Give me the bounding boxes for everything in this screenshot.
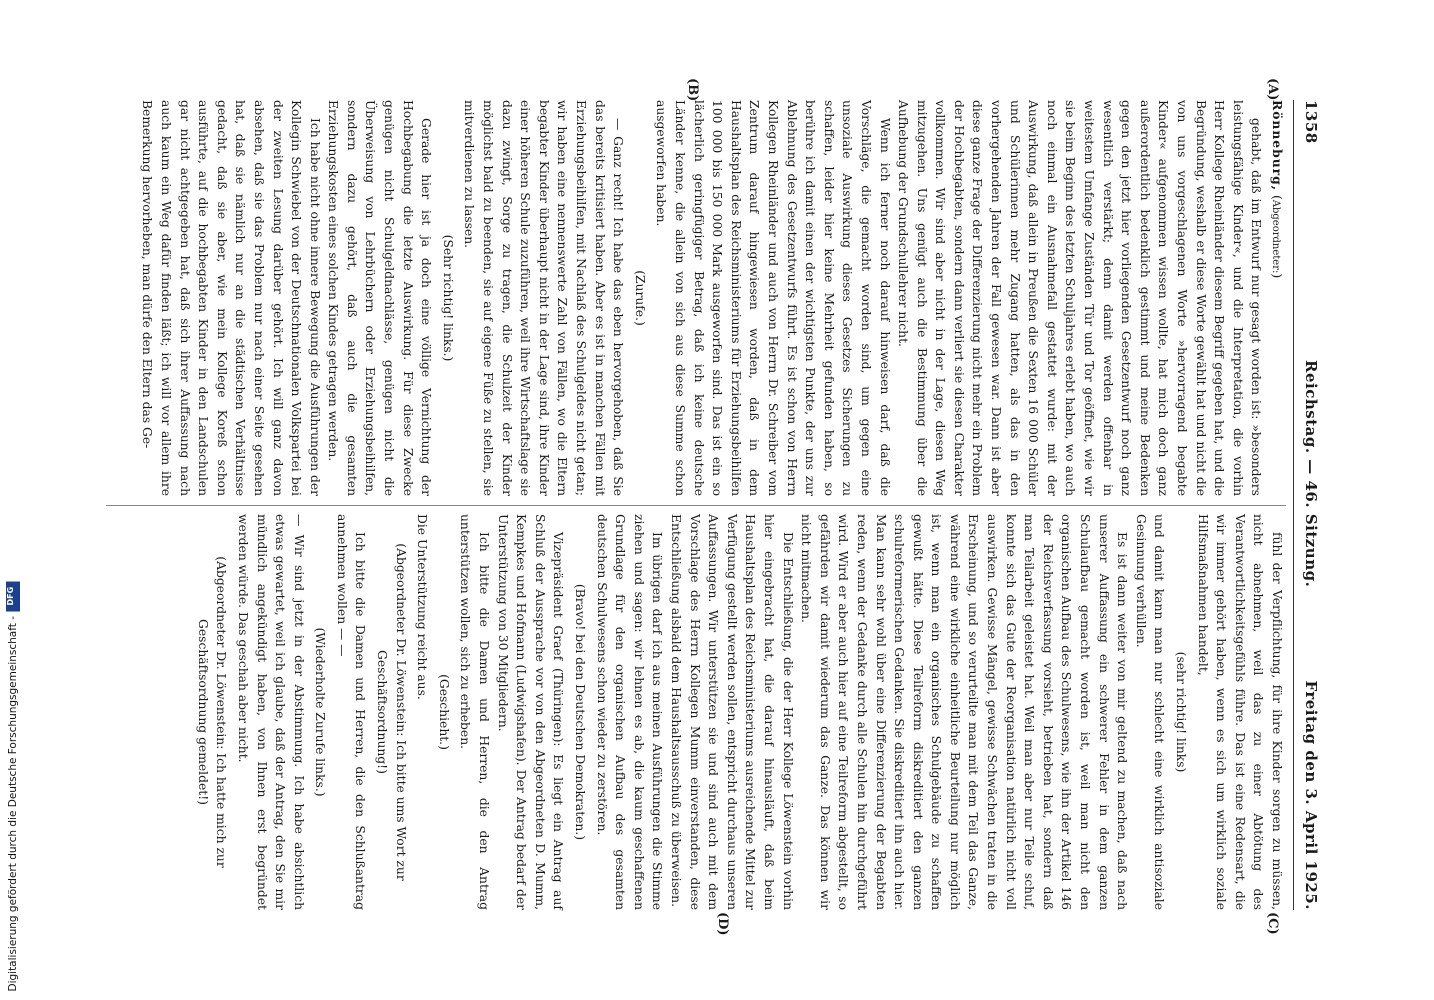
paragraph: Ich bitte die Damen und Herren, die den Antrag unterstützen wollen, sich zu erheben. <box>458 514 492 910</box>
credit-text: Digitalisierung gefördert durch die Deutsche Forschungsgemeinschaft - <box>7 616 19 992</box>
paragraph: Die Unterstützung reicht aus. <box>415 514 430 700</box>
margin-marker-c: (C) <box>1265 912 1280 935</box>
interjection: (Abgeordneter Dr. Löwenstein: Ich hatte mich zur Geschäftsordnung gemeldet!) <box>195 556 229 868</box>
interjection: (Abgeordneter Dr. Löwenstein: Ich bitte ums Wort zur Geschäftsordnung!) <box>375 543 408 881</box>
margin-marker-a: (A) <box>1265 78 1280 101</box>
interjection: (Wiederholte Zurufe links.) <box>313 627 328 797</box>
page-header <box>1298 100 1320 910</box>
paragraph: Im übrigen darf ich aus meinen Ausführungen die Stimme ziehen und sagen: wir lehnen es ab, die kaum geschaffenen Grundlage für den organischen Aufbau des gesamten deutschen Schulwesens schon wieder zu zerstören. <box>594 514 665 910</box>
interjection: (Sehr richtig! links.) <box>440 234 455 362</box>
header-rule <box>1293 100 1294 910</box>
interjection: (Zurufe.) <box>632 270 647 326</box>
rotated-page-content <box>105 78 1320 936</box>
interjection: (Bravo! bei den Deutschen Demokraten.) <box>573 583 588 841</box>
paragraph: Gerade hier ist ja doch eine völlige Vernichtung der Hochbegabung die letzte Auswirkung. Für diese Zwecke genügen nicht Schulgeldnachlässe, genügen nicht die Überweisung von Lehrbüchern oder Erziehungsbeihilfen, sondern dazu gehört, daß auch die gesamten Erziehungskosten eines solchen Kindes getragen werden. <box>326 100 434 496</box>
margin-marker-b: (B) <box>685 78 700 102</box>
speaker-line: Rönneburg, (Abgeordneter:) <box>1270 100 1285 279</box>
right-column <box>190 514 1286 910</box>
header-title: Reichstag. — 46. Sitzung. <box>1302 360 1320 588</box>
header-date: Freitag den 3. April 1925. <box>1302 680 1320 910</box>
dfg-logo: DFG <box>6 582 20 612</box>
page-number: 1358 <box>1302 100 1320 144</box>
paragraph: Es ist dann weiter von mir geltend zu machen, daß nach unserer Auffassung ein schwerer Fehler in dem ganzen Schulaufbau gemacht worden ist, weil man nicht den organischen Aufbau des Schulwesens, wie ihn der Artikel 146 der Reichsverfassung vorsieht, betrieben hat, sondern daß man Teilarbeit geleistet hat. Weil man aber nur Teile schuf, konnte sich das Gute der Reorganisation natürlich nicht voll auswirken. Gewisse Mängel, gewisse Schwächen traten in die Erscheinung, und so verurteilte man mit dem Teil das Ganze, während eine wirkliche einheitliche Beurteilung nur möglich ist, wenn man ein organisches Schulgebäude zu schaffen gewußt hätte. Diese Teilreform diskreditiert den ganzen schulreformerischen Gedanken. Sie diskreditiert ihn auch hier. Man kann sehr wohl über eine Differenzierung der Begabten reden, wenn der Gedanke durch alle Schulen hin durchgeführt wird. Wird er aber auch hier auf eine Teilreform abgestellt, so gefährden wir damit wiederum das Ganze. Das können wir nicht mitmachen. <box>799 514 1130 910</box>
paragraph: Wenn ich ferner noch darauf hinweisen darf, daß die Vorschläge, die gemacht worden sind, um gegen eine unsoziale Auswirkung dieses Gesetzes Sicherungen zu schaffen, leider hier keine Mehrheit gefunden haben, so berühre ich damit einen der wichtigsten Punkte, der uns zur Ablehnung des Gesetzentwurfs führt. Es ist schon von Herrn Kollegen Rheinländer und auch von Herrn Dr. Schreiber vom Zentrum darauf hingewiesen worden, daß in dem Haushaltsplan des Reichsministeriums für Erziehungsbeihilfen 100 000 bis 150 000 Mark ausgeworfen sind. Das ist ein so lächerlich geringfügiger Betrag, daß ich keine deutsche Länder kenne, die allein von sich aus diese Summe schon ausgeworfen haben. <box>654 100 892 496</box>
paragraph: — Wir sind jetzt in der Abstimmung. Ich habe absichtlich etwas gewartet, weil ich glaube, daß der Antrag, den Sie mir mündlich angekündigt haben, von Ihnen erst begründet werden würde. Das geschah aber nicht. <box>235 514 306 910</box>
digitization-credit <box>6 582 20 992</box>
speaker-name: Rönneburg, <box>1270 100 1285 192</box>
column-divider <box>106 505 1286 506</box>
paragraph: Die Entschließung, die der Herr Kollege Löwenstein vorhin hier eingebracht hat, die darauf hinausläuft, daß beim Haushaltsplan des Reichsministeriums ausreichende Mittel zur Verfügung gestellt werden sollen, entspricht durchaus unseren Auffassungen. Wir unterstützen sie und sind auch mit dem Vorschlage des Herrn Kollegen Mumm einverstanden, diese Entschließung alsbald dem Haushaltsausschuß zu überweisen. <box>669 514 795 910</box>
paragraph: Ich habe nicht ohne innere Bewegung die Ausführungen der Kollegin Schwiebel von der Deutschnationalen Volkspartei bei der zweiten Lesung darüber gehört. Ich will ganz davon absehen, daß sie das Problem nur nach einer Seite gesehen hat, daß sie nämlich nur an die städtischen Verhältnisse gedacht, daß sie aber, wie mein Kollege Koreß schon ausführte, auf die hochbegabten Kinder in den Landschulen gar nicht achtgegeben hat, daß sich ihrer Auffassung nach auch kaum ein Weg dafür finden läßt; ich will vor allem ihre Bemerkung hervorheben, man dürfe den Eltern das Ge- <box>140 100 322 496</box>
margin-marker-d: (D) <box>715 912 730 936</box>
paragraph: und damit kann man nur schlecht eine wirklich antisoziale Gesinnung verhüllen. <box>1133 514 1167 910</box>
paragraph: — Ganz recht! Ich habe das eben hervorgehoben, daß Sie das bereits kritisiert haben. Aber es ist in manchen Fällen mit Erziehungsbeihilfen, mit Nachlaß des Schulgeldes nicht getan; wir haben eine nennenswerte Zahl von Fällen, wo die Eltern begabter Kinder überhaupt nicht in der Lage sind, ihre Kinder einer höheren Schule zuzuführen, weil ihre Wirtschaftslage sie dazu zwingt, Sorge zu tragen, die Schulzeit der Kinder möglichst bald zu beenden, sie auf eigene Füße zu stellen, sie mitverdienen zu lassen. <box>462 100 626 496</box>
interjection: (sehr richtig! links) <box>1174 651 1189 773</box>
interjection: (Geschieht.) <box>436 674 451 750</box>
left-column <box>138 100 1286 496</box>
speaker-note: Abgeordneter: <box>1270 199 1281 274</box>
paragraph: fühl der Verpflichtung, für ihre Kinder sorgen zu müssen, nicht abnehmen, weil das zu einer Abtötung des Verantwortlichkeitsgefühls führe. Das ist eine Redensart, die wir immer gehört haben, wenn es sich um wirklich soziale Hilfsmaßnahmen handelt, <box>1195 514 1284 910</box>
paragraph: gehabt, daß im Entwurf nur gesagt worden ist: »besonders leistungsfähige Kinder«, und die Interpretation, die vorhin Herr Kollege Rheinländer diesem Begriff gegeben hat, und die Begründung, weshalb er diese Worte gewählt hat und nicht die von uns vorgeschlagenen Worte »hervorragend begabte Kinder« aufgenommen wissen wollte, hat mich doch ganz außerordentlich bedenklich gestimmt und meine Bedenken gegen den jetzt hier vorliegenden Gesetzentwurf noch ganz wesentlich verstärkt; denn damit werden offenbar in weitestem Umfange Zuständen Tür und Tor geöffnet, wie wir sie beim Beginn des letzten Schuljahres erlebt haben, wo auch noch einmal ein Ausnahmefall gestattet wurde: mit der Auswirkung, daß allein in Preußen die Sexten 16 000 Schüler und Schülerinnen mehr Zugang hatten, als das in den vorhergehenden Jahren der Fall gewesen war. Dann ist aber diese ganze Frage der Differenzierung nicht mehr ein Problem der Hochbegabten, sondern dann verliert sie diesen Charakter vollkommen. Wir sind aber nicht in der Lage, diesen Weg mitzugehen. Uns genügt auch die Bestimmung über die Aufhebung der Grundschullehrer nicht. <box>896 100 1264 496</box>
presiding-speaker-paragraph: Vizepräsident Graef (Thüringen): Es liegt ein Antrag auf Schluß der Aussprache vor von den Abgeordneten D. Mumm, Kempkes und Hofmann (Ludwigshafen). Der Antrag bedarf der Unterstützung von 30 Mitgliedern. <box>495 514 566 910</box>
paragraph: Ich bitte die Damen und Herren, die den Schlußantrag annehmen wollen — — <box>334 514 368 910</box>
